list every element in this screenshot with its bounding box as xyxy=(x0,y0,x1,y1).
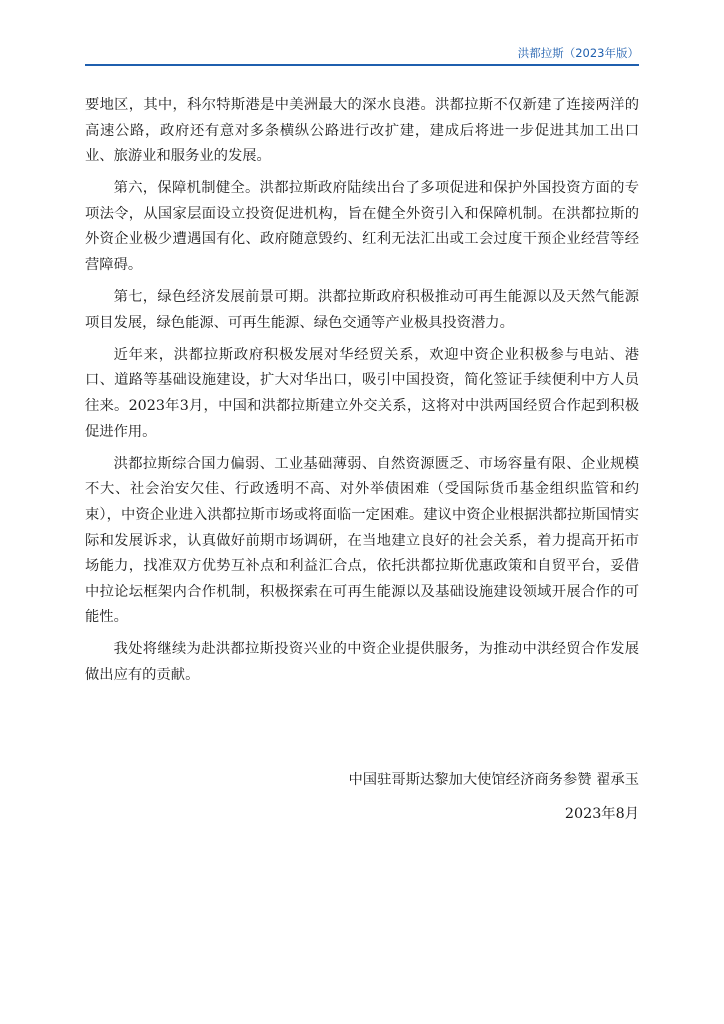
header-title: 洪都拉斯（2023年版） xyxy=(517,46,639,60)
signature-author: 中国驻哥斯达黎加大使馆经济商务参赞 翟承玉 xyxy=(348,772,639,788)
body-text xyxy=(85,93,639,695)
header-rule xyxy=(85,64,639,66)
page-header xyxy=(85,40,639,66)
paragraph-risks-advice: 洪都拉斯综合国力偏弱、工业基础薄弱、自然资源匮乏、市场容量有限、企业规模不大、社会治安欠佳、行政透明不高、对外举债困难（受国际货币基金组织监管和约束），中资企业进入洪都拉斯市场或将面临一定困难。建议中资企业根据洪都拉斯国情实际和发展诉求，认真做好前期市场调研，在当地建立良好的社会关系，着力提高开拓市场能力，找准双方优势互补点和利益汇合点，依托洪都拉斯优惠政策和自贸平台，妥借中拉论坛框架内合作机制，积极探索在可再生能源以及基础设施建设领域开展合作的可能性。 xyxy=(85,455,639,626)
paragraph-china-relations: 近年来，洪都拉斯政府积极发展对华经贸关系，欢迎中资企业积极参与电站、港口、道路等基础设施建设，扩大对华出口，吸引中国投资，简化签证手续便利中方人员往来。2023年3月，中国和洪都拉斯建立外交关系，这将对中洪两国经贸合作起到积极促进作用。 xyxy=(85,346,639,440)
signature-block xyxy=(349,763,639,831)
paragraph-closing: 我处将继续为赴洪都拉斯投资兴业的中资企业提供服务，为推动中洪经贸合作发展做出应有的贡献。 xyxy=(85,641,639,683)
paragraph-guarantee-mechanism: 第六，保障机制健全。洪都拉斯政府陆续出台了多项促进和保护外国投资方面的专项法令，从国家层面设立投资促进机构，旨在健全外资引入和保障机制。在洪都拉斯的外资企业极少遭遇国有化、政府随意毁约、红利无法汇出或工会过度干预企业经营等经营障碍。 xyxy=(85,180,639,274)
paragraph-continuation: 要地区，其中，科尔特斯港是中美洲最大的深水良港。洪都拉斯不仅新建了连接两洋的高速公路，政府还有意对多条横纵公路进行改扩建，建成后将进一步促进其加工出口业、旅游业和服务业的发展。 xyxy=(85,97,639,165)
signature-date: 2023年8月 xyxy=(564,806,639,822)
paragraph-green-economy: 第七，绿色经济发展前景可期。洪都拉斯政府积极推动可再生能源以及天然气能源项目发展，绿色能源、可再生能源、绿色交通等产业极具投资潜力。 xyxy=(85,289,639,331)
